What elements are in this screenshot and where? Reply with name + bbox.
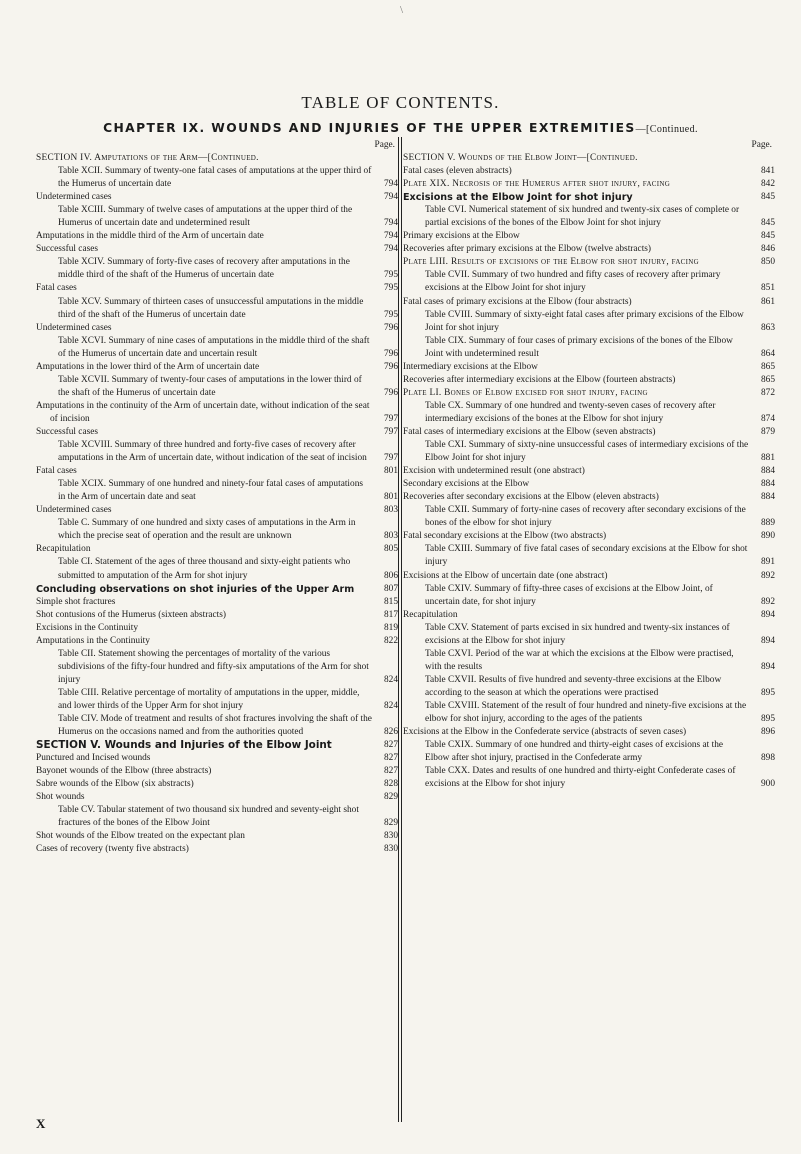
toc-entry-text: Recapitulation	[403, 609, 458, 620]
toc-page-number: 895	[759, 687, 775, 700]
toc-entry-text: Successful cases	[36, 426, 99, 437]
toc-entry-text: Table CXVII. Results of five hundred and seventy-three excisions at the Elbow according to the season at which the operations were practised	[425, 674, 722, 698]
toc-entry	[403, 191, 775, 204]
right-column	[403, 139, 775, 1119]
toc-entry-text: SECTION IV. Amputations of the Arm—[Continued.	[36, 153, 259, 163]
toc-page-number: 801	[382, 465, 398, 478]
toc-entry	[403, 648, 775, 674]
toc-page-number: 794	[382, 178, 398, 191]
toc-entry-text: Table CI. Statement of the ages of three thousand and sixty-eight patients who submitted to amputation of the Arm for shot injury	[58, 557, 351, 581]
toc-entry	[36, 335, 398, 361]
toc-entry-text: Table CXX. Dates and results of one hundred and thirty-eight Confederate cases of excisions at the Elbow for shot injury	[425, 766, 736, 790]
toc-page-number: 795	[382, 282, 398, 295]
toc-entry	[36, 478, 398, 504]
toc-entry-text: Fatal cases (eleven abstracts)	[403, 166, 512, 177]
toc-entry-text: Successful cases	[36, 244, 99, 255]
toc-page-number: 845	[759, 217, 775, 230]
toc-entry-text: Table CXII. Summary of forty-nine cases of recovery after secondary excisions of the bones of the elbow for shot injury	[425, 505, 746, 529]
toc-page-number: 842	[759, 178, 775, 191]
toc-entry-text: Excision with undetermined result (one abstract)	[403, 466, 585, 477]
toc-entry-text: Plate LI. Bones of Elbow excised for shot injury, facing	[403, 387, 648, 398]
toc-entry-text: Excisions in the Continuity	[36, 622, 139, 633]
toc-page-number: 824	[382, 674, 398, 687]
toc-entry-text: Table CXVIII. Statement of the result of four hundred and ninety-five excisions at the elbow for shot injury, according to the ages of the patients	[425, 700, 747, 725]
toc-entry	[403, 583, 775, 609]
toc-page-number: 805	[382, 543, 398, 556]
toc-entry	[36, 322, 398, 335]
toc-page-number: 879	[759, 426, 775, 439]
toc-page-number: 845	[759, 191, 775, 204]
toc-entry-text: Plate XIX. Necrosis of the Humerus after shot injury, facing	[403, 179, 671, 190]
toc-entry-text: Table CXV. Statement of parts excised in six hundred and twenty-six instances of excisions at the Elbow for shot injury	[425, 622, 730, 646]
toc-page-number: 895	[759, 713, 775, 726]
toc-entry-text: Table CXI. Summary of sixty-nine unsuccessful cases of intermediary excisions of the Elbow Joint for shot injury	[425, 440, 749, 464]
toc-entry	[36, 230, 398, 243]
toc-entry-text: Table XCIX. Summary of one hundred and ninety-four fatal cases of amputations in the Arm of uncertain date and seat	[58, 479, 364, 503]
toc-entry	[403, 739, 775, 765]
toc-entry-text: Recapitulation	[36, 544, 91, 555]
toc-page-number: 796	[382, 348, 398, 361]
toc-entry-text: Amputations in the lower third of the Arm of uncertain date	[36, 361, 260, 372]
toc-entry	[36, 504, 398, 517]
toc-entry	[403, 609, 775, 622]
toc-entry	[403, 178, 775, 191]
toc-entry-text: SECTION V. Wounds of the Elbow Joint—[Continued.	[403, 153, 638, 163]
toc-page-number: 803	[382, 504, 398, 517]
toc-entry	[36, 374, 398, 400]
toc-entry	[36, 609, 398, 622]
chapter-heading	[0, 121, 801, 135]
toc-entry-text: Table XCIII. Summary of twelve cases of amputations at the upper third of the Humerus of uncertain date and undetermined result	[58, 205, 353, 229]
toc-entry-text: Amputations in the continuity of the Arm of uncertain date, without indication of the seat of incision	[36, 400, 370, 424]
toc-page-number: 864	[759, 348, 775, 361]
toc-page-number: 794	[382, 191, 398, 204]
toc-page-number: 896	[759, 726, 775, 739]
toc-page-number: 794	[382, 217, 398, 230]
toc-page-number: 797	[382, 452, 398, 465]
toc-page-number: 827	[382, 739, 398, 752]
toc-entry-text: Table CXIV. Summary of fifty-three cases of excisions at the Elbow Joint, of uncertain date, for shot injury	[425, 583, 713, 607]
toc-page-number: 817	[382, 609, 398, 622]
toc-entry-text: Recoveries after intermediary excisions at the Elbow (fourteen abstracts)	[403, 374, 676, 385]
toc-entry	[403, 700, 775, 726]
toc-entry-text: Shot wounds of the Elbow treated on the expectant plan	[36, 831, 245, 842]
toc-entry	[36, 830, 398, 843]
toc-entry-text: Undetermined cases	[36, 322, 112, 333]
toc-entry-text: Table CXIII. Summary of five fatal cases of secondary excisions at the Elbow for shot injury	[425, 544, 748, 568]
toc-page-number: 874	[759, 413, 775, 426]
toc-entry-text: Undetermined cases	[36, 505, 112, 516]
toc-entry	[36, 465, 398, 478]
toc-entry	[403, 543, 775, 569]
toc-entry	[36, 191, 398, 204]
toc-page-number: 822	[382, 635, 398, 648]
toc-page-number: 846	[759, 243, 775, 256]
toc-entry-text: Simple shot fractures	[36, 596, 116, 607]
toc-entry-text: Cases of recovery (twenty five abstracts)	[36, 844, 189, 855]
toc-page-number: 827	[382, 765, 398, 778]
left-column	[36, 139, 398, 1119]
toc-entry-text: Amputations in the middle third of the Arm of uncertain date	[36, 231, 264, 242]
toc-entry	[403, 152, 775, 165]
toc-page-number: 803	[382, 530, 398, 543]
toc-page-number: 884	[759, 491, 775, 504]
toc-page-number: 892	[759, 570, 775, 583]
toc-entry	[403, 256, 775, 269]
toc-entry-text: Excisions at the Elbow in the Confederate service (abstracts of seven cases)	[403, 727, 687, 738]
chapter-title: CHAPTER IX. WOUNDS AND INJURIES OF THE UPPER EXTREMITIES	[103, 121, 636, 135]
toc-page-number: 796	[382, 322, 398, 335]
page-label-left: Page.	[374, 140, 395, 150]
toc-entry-text: Sabre wounds of the Elbow (six abstracts)	[36, 779, 194, 790]
toc-entry-text: Intermediary excisions at the Elbow	[403, 361, 538, 372]
toc-page-number: 850	[759, 256, 775, 269]
toc-entry	[36, 739, 398, 752]
toc-entry-text: Excisions at the Elbow Joint for shot injury	[403, 192, 633, 204]
toc-entry	[403, 400, 775, 426]
toc-entry-text: Table C. Summary of one hundred and sixty cases of amputations in the Arm in which the precise seat of operation and the result are unknown	[58, 518, 356, 542]
toc-entry	[36, 426, 398, 439]
toc-entry-text: Concluding observations on shot injuries of the Upper Arm	[36, 583, 355, 595]
toc-entry-text: Shot contusions of the Humerus (sixteen abstracts)	[36, 609, 226, 620]
toc-entry-text: Fatal secondary excisions at the Elbow (two abstracts)	[403, 531, 607, 542]
toc-entry	[403, 269, 775, 295]
toc-entry	[403, 570, 775, 583]
toc-entry-text: SECTION V. Wounds and Injuries of the Elbow Joint	[36, 739, 332, 752]
toc-entry	[36, 596, 398, 609]
toc-page-number: 894	[759, 609, 775, 622]
toc-entry	[403, 387, 775, 400]
toc-entry-text: Secondary excisions at the Elbow	[403, 479, 530, 490]
toc-entry	[403, 296, 775, 309]
toc-page-number: 889	[759, 517, 775, 530]
toc-entry	[36, 843, 398, 856]
toc-page-number: 872	[759, 387, 775, 400]
toc-page-number: 819	[382, 622, 398, 635]
toc-entry-text: Table CIII. Relative percentage of mortality of amputations in the upper, middle, and lower thirds of the Upper Arm for shot injury	[58, 687, 360, 711]
toc-entry	[403, 765, 775, 791]
column-divider	[398, 137, 402, 1122]
toc-page-number: 894	[759, 661, 775, 674]
page-label-right: Page.	[751, 140, 772, 150]
toc-page-number: 892	[759, 596, 775, 609]
toc-entry-text: Primary excisions at the Elbow	[403, 231, 520, 242]
toc-page-number: 829	[382, 791, 398, 804]
toc-page-number: 851	[759, 282, 775, 295]
toc-entry	[36, 296, 398, 322]
toc-entry	[403, 622, 775, 648]
toc-entry-text: Recoveries after secondary excisions at the Elbow (eleven abstracts)	[403, 492, 659, 503]
toc-entry	[36, 648, 398, 687]
toc-entry-text: Table CVII. Summary of two hundred and fifty cases of recovery after primary excisions at the Elbow Joint for shot injury	[425, 270, 721, 294]
toc-page-number: 830	[382, 843, 398, 856]
toc-entry	[36, 778, 398, 791]
toc-page-number: 806	[382, 570, 398, 583]
toc-entry	[36, 243, 398, 256]
toc-page-number: 898	[759, 752, 775, 765]
toc-page-number: 894	[759, 635, 775, 648]
toc-page-number: 891	[759, 556, 775, 569]
toc-page-number: 807	[382, 583, 398, 596]
toc-page-number: 884	[759, 478, 775, 491]
toc-entry	[403, 230, 775, 243]
toc-page-number: 815	[382, 596, 398, 609]
toc-entry	[36, 282, 398, 295]
toc-entry-text: Table XCVII. Summary of twenty-four cases of amputations in the lower third of the shaft of the Humerus of uncertain date	[58, 374, 362, 398]
toc-page-number: 827	[382, 752, 398, 765]
toc-page-number: 865	[759, 374, 775, 387]
toc-page-number: 884	[759, 465, 775, 478]
toc-page-number: 797	[382, 413, 398, 426]
toc-page-number: 801	[382, 491, 398, 504]
toc-entry-text: Recoveries after primary excisions at the Elbow (twelve abstracts)	[403, 244, 652, 255]
toc-entry-text: Punctured and Incised wounds	[36, 753, 151, 764]
toc-entry	[36, 765, 398, 778]
toc-entry	[36, 556, 398, 582]
toc-entry-text: Table CVI. Numerical statement of six hundred and twenty-six cases of complete or partial excisions of the bones of the Elbow Joint for shot injury	[425, 205, 740, 229]
toc-entry	[36, 687, 398, 713]
toc-entry	[36, 583, 398, 596]
toc-entry	[403, 309, 775, 335]
toc-entry	[403, 478, 775, 491]
toc-entry-text: Table CIV. Mode of treatment and results of shot fractures involving the shaft of the Humerus on the occasions named and from the authorities quoted	[58, 714, 372, 738]
toc-page-number: 841	[759, 165, 775, 178]
toc-page-number: 797	[382, 426, 398, 439]
toc-entry-text: Fatal cases of primary excisions at the Elbow (four abstracts)	[403, 296, 632, 307]
toc-entry-text: Table CV. Tabular statement of two thousand six hundred and seventy-eight shot fractures of the bones of the Elbow Joint	[58, 805, 359, 829]
toc-entry	[36, 543, 398, 556]
toc-entry-text: Table XCVIII. Summary of three hundred and forty-five cases of recovery after amputations in the Arm of uncertain date, without indication of the seat of incision	[58, 440, 367, 464]
toc-entry-text: Fatal cases	[36, 466, 77, 477]
toc-entry-text: Table XCV. Summary of thirteen cases of unsuccessful amputations in the middle third of the shaft of the Humerus of uncertain date	[58, 296, 364, 320]
toc-entry	[403, 726, 775, 739]
toc-entry	[403, 491, 775, 504]
toc-entry	[403, 530, 775, 543]
toc-entry-text: Table CX. Summary of one hundred and twenty-seven cases of recovery after intermediary excisions of the bones at the Elbow for shot injury	[425, 400, 716, 424]
toc-page-number: 795	[382, 309, 398, 322]
toc-entry-text: Shot wounds	[36, 792, 85, 803]
toc-page-number: 826	[382, 726, 398, 739]
toc-entry	[36, 517, 398, 543]
toc-entry	[36, 361, 398, 374]
toc-page-number: 796	[382, 361, 398, 374]
toc-page-number: 863	[759, 322, 775, 335]
toc-entry	[403, 243, 775, 256]
toc-page-number: 794	[382, 230, 398, 243]
toc-entry	[403, 335, 775, 361]
toc-entry	[36, 635, 398, 648]
toc-entry-text: Bayonet wounds of the Elbow (three abstracts)	[36, 766, 212, 777]
toc-entry	[36, 256, 398, 282]
toc-entry-text: Table CXVI. Period of the war at which the excisions at the Elbow were practised, with the results	[425, 648, 734, 672]
toc-entry-text: Amputations in the Continuity	[36, 635, 150, 646]
toc-page-number: 881	[759, 452, 775, 465]
toc-entry-text: Table CIX. Summary of four cases of primary excisions of the bones of the Elbow Joint with undetermined result	[425, 335, 733, 359]
toc-entry	[403, 374, 775, 387]
toc-entry	[36, 622, 398, 635]
toc-entry	[403, 674, 775, 700]
toc-entry-text: Fatal cases of intermediary excisions at the Elbow (seven abstracts)	[403, 426, 656, 437]
toc-page-number: 890	[759, 530, 775, 543]
toc-entry-text: Table CVIII. Summary of sixty-eight fatal cases after primary excisions of the Elbow Joint for shot injury	[425, 309, 744, 333]
toc-entry-text: Fatal cases	[36, 283, 77, 294]
toc-entry	[403, 426, 775, 439]
toc-entry	[36, 791, 398, 804]
toc-page-number: 824	[382, 700, 398, 713]
toc-entry	[36, 165, 398, 191]
chapter-continued: —[Continued.	[635, 124, 698, 135]
toc-entry	[403, 361, 775, 374]
toc-page-number: 861	[759, 296, 775, 309]
toc-entry-text: Undetermined cases	[36, 192, 112, 203]
toc-page-number: 830	[382, 830, 398, 843]
toc-page-number: 794	[382, 243, 398, 256]
toc-page-number: 828	[382, 778, 398, 791]
toc-entry	[36, 713, 398, 739]
toc-page-number: 865	[759, 361, 775, 374]
toc-page-number: 900	[759, 778, 775, 791]
toc-entry	[36, 439, 398, 465]
toc-entry	[36, 152, 398, 165]
toc-entry-text: Table XCII. Summary of twenty-one fatal cases of amputations at the upper third of the Humerus of uncertain date	[58, 166, 372, 190]
toc-entry-text: Plate LIII. Results of excisions of the Elbow for shot injury, facing	[403, 257, 699, 268]
toc-page-number: 796	[382, 387, 398, 400]
toc-entry	[36, 804, 398, 830]
toc-entry	[403, 204, 775, 230]
toc-entry	[403, 504, 775, 530]
page-title: TABLE OF CONTENTS.	[301, 93, 500, 112]
toc-entry	[36, 400, 398, 426]
toc-entry-text: Table CXIX. Summary of one hundred and thirty-eight cases of excisions at the Elbow after shot injury, practised in the Confederate army	[425, 740, 724, 764]
top-mark: \	[400, 4, 404, 16]
toc-entry-text: Excisions at the Elbow of uncertain date (one abstract)	[403, 570, 608, 581]
toc-entry-text: Table XCVI. Summary of nine cases of amputations in the middle third of the shaft of the Humerus of uncertain date and uncertain result	[58, 335, 370, 359]
toc-entry	[403, 465, 775, 478]
toc-entry	[36, 752, 398, 765]
toc-page-number: 795	[382, 269, 398, 282]
toc-page-number: 845	[759, 230, 775, 243]
folio: X	[36, 1116, 46, 1131]
toc-entry-text: Table CII. Statement showing the percentages of mortality of the various subdivisions of the fifty-four hundred and fifty-six amputations of the Arm for shot injury	[58, 648, 369, 685]
toc-entry	[36, 204, 398, 230]
toc-entry	[403, 439, 775, 465]
toc-entry	[403, 165, 775, 178]
toc-page-number: 829	[382, 817, 398, 830]
toc-entry-text: Table XCIV. Summary of forty-five cases of recovery after amputations in the middle third of the shaft of the Humerus of uncertain date	[58, 257, 350, 281]
